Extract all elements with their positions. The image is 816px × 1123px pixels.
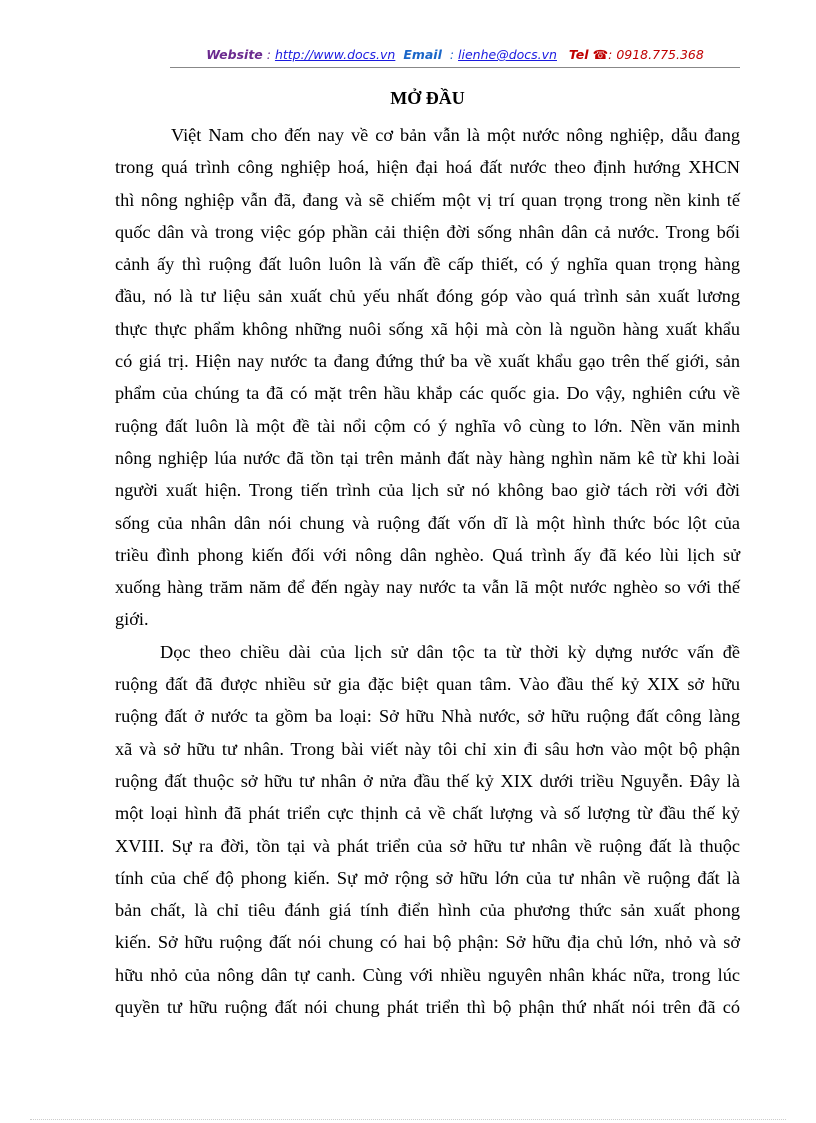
- paragraph-2-line: ruộng đất ở nước ta gồm ba loại: Sở hữu Nhà nước, sở hữu ruộng đất công làng: [115, 706, 740, 727]
- page-header: Website : http://www.docs.vn Email : lienhe@docs.vn Tel ☎: 0918.775.368: [206, 47, 704, 62]
- paragraph-2-line: Dọc theo chiều dài của lịch sử dân tộc ta từ thời kỳ dựng nước vấn đề: [160, 641, 740, 662]
- paragraph-2-line: ruộng đất thuộc sở hữu tư nhân ở nửa đầu thế kỷ XIX dưới triều Nguyễn. Đây là: [115, 770, 740, 791]
- paragraph-2-line: hữu nhỏ của nông dân tự canh. Cùng với nhiều nguyên nhân khác nữa, trong lúc: [115, 964, 740, 985]
- document-body: [115, 119, 740, 1023]
- page-bottom-border: [30, 1119, 786, 1120]
- paragraph-1-line: nông nghiệp lúa nước đã tồn tại trên mảnh đất này hàng nghìn năm kê từ khi loài: [115, 447, 740, 468]
- paragraph-2-line: XVIII. Sự ra đời, tồn tại và phát triển của sở hữu tư nhân về ruộng đất là thuộc: [115, 835, 740, 856]
- paragraph-1-line: giới.: [115, 609, 149, 630]
- header-divider: [170, 67, 740, 68]
- paragraph-2-line: tính của chế độ phong kiến. Sự mở rộng sở hữu lớn của tư nhân về ruộng đất là: [115, 867, 740, 888]
- paragraph-1-line: cảnh ấy thì ruộng đất luôn luôn là vấn đề cấp thiết, có ý nghĩa quan trọng hàng: [115, 254, 740, 275]
- tel-number: 0918.775.368: [616, 47, 704, 62]
- paragraph-1-line: người xuất hiện. Trong tiến trình của lịch sử nó không bao giờ tách rời với đời: [115, 480, 740, 501]
- paragraph-2-line: ruộng đất đã được nhiều sử gia đặc biệt quan tâm. Vào đầu thế kỷ XIX sở hữu: [115, 674, 740, 695]
- paragraph-1-line: phẩm của chúng ta đã có mặt trên hầu khắp các quốc gia. Do vậy, nghiên cứu về: [115, 383, 740, 404]
- paragraph-1-line: Việt Nam cho đến nay về cơ bản vẫn là một nước nông nghiệp, dẫu đang: [171, 125, 740, 145]
- website-link[interactable]: http://www.docs.vn: [274, 47, 396, 62]
- paragraph-1-line: thì nông nghiệp vẫn đã, đang và sẽ chiếm một vị trí quan trọng trong nền kinh tế: [115, 189, 740, 210]
- paragraph-2-line: xã và sở hữu tư nhân. Trong bài viết này tôi chỉ xin đi sâu hơn vào một bộ phận: [115, 738, 740, 759]
- email-link[interactable]: lienhe@docs.vn: [458, 47, 557, 62]
- paragraph-1-line: đầu, nó là tư liệu sản xuất chủ yếu nhất đóng góp vào quá trình sản xuất lương: [115, 286, 740, 307]
- document-title: MỞ ĐẦU: [390, 88, 465, 108]
- paragraph-1-line: ruộng đất luôn là một đề tài nổi cộm có ý nghĩa vô cùng to lớn. Nền văn minh: [115, 415, 740, 436]
- paragraph-2-line: một loại hình đã phát triển cực thịnh cả về chất lượng và số lượng từ đầu thế kỷ: [115, 803, 740, 824]
- paragraph-1-line: trong quá trình công nghiệp hoá, hiện đại hoá đất nước theo định hướng XHCN: [115, 157, 740, 178]
- paragraph-1-line: quốc dân và trong việc góp phần cải thiện đời sống nhân dân cả nước. Trong bối: [115, 221, 740, 242]
- paragraph-1-line: thực thực phẩm không những nuôi sống xã hội mà còn là nguồn hàng xuất khẩu: [115, 318, 740, 339]
- paragraph-2-line: bản chất, là chỉ tiêu đánh giá tính điển hình của phương thức sản xuất phong: [115, 900, 740, 921]
- tel-label: Tel: [568, 47, 589, 62]
- phone-icon: ☎: [592, 47, 609, 62]
- paragraph-2-line: quyền tư hữu ruộng đất nói chung phát triển thì bộ phận thứ nhất nói trên đã có: [115, 997, 740, 1018]
- paragraph-1-line: sống của nhân dân nói chung và ruộng đất vốn dĩ là một hình thức bóc lột của: [115, 512, 740, 533]
- email-label: Email: [403, 47, 442, 62]
- paragraph-1-line: triều đình phong kiến đối với nông dân nghèo. Quá trình ấy đã kéo lùi lịch sử: [115, 544, 740, 565]
- website-label: Website: [206, 47, 263, 62]
- paragraph-1-line: xuống hàng trăm năm để đến ngày nay nước ta vẫn lã một nước nghèo so với thế: [115, 577, 740, 598]
- paragraph-2-line: kiến. Sở hữu ruộng đất nói chung có hai bộ phận: Sở hữu địa chủ lớn, nhỏ và sở: [115, 932, 740, 953]
- paragraph-1-line: có giá trị. Hiện nay nước ta đang đứng thứ ba về xuất khẩu gạo trên thế giới, sản: [115, 351, 740, 372]
